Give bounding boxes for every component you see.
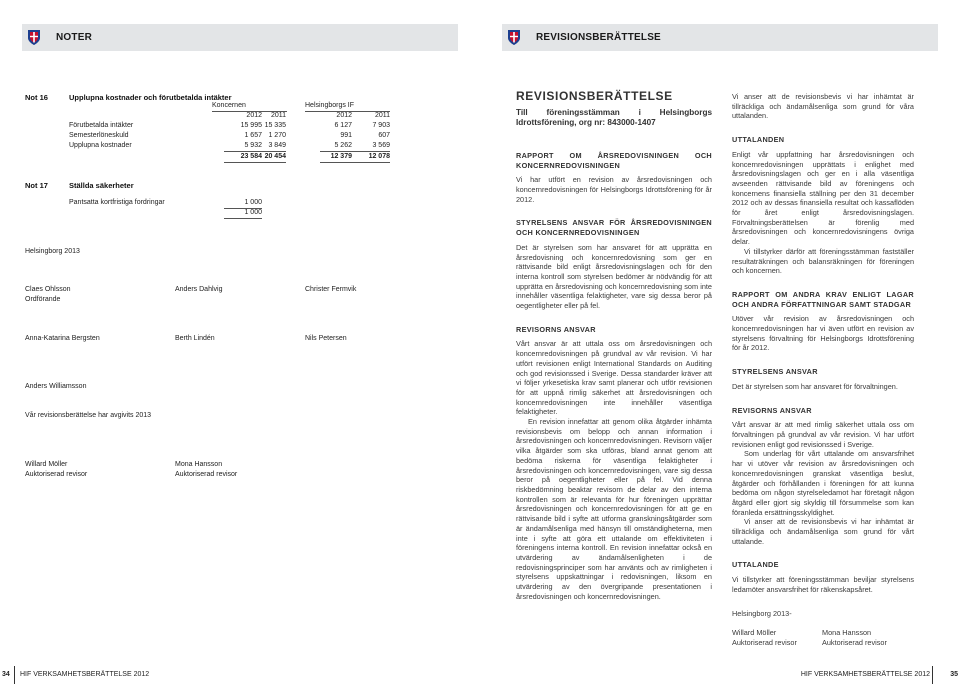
note16-cell: 6 127 [334, 122, 352, 129]
note16-cell: 1 270 [268, 132, 286, 139]
section-text: Vi anser att de revisionsbevis vi har inhämtat är tillräckliga och ändamålsenliga som grund för vårt uttalande. [732, 517, 914, 546]
signatory-role: Ordförande [25, 296, 61, 303]
footer-text: HIF VERKSAMHETSBERÄTTELSE 2012 [800, 671, 930, 678]
auditor-name: Mona Hansson [822, 628, 872, 638]
section-heading: RAPPORT OM ANDRA KRAV ENLIGT LAGAR OCH ANDRA FÖRFATTNINGAR SAMT STADGAR [732, 289, 914, 309]
right-header-title: REVISIONSBERÄTTELSE [536, 32, 661, 43]
club-crest-icon [27, 29, 41, 46]
left-header-title: NOTER [56, 32, 92, 43]
section-text: Det är styrelsen som har ansvaret för att upprätta en årsredovisning och koncernredovisning som ger en rättvisande bild enligt årsredovisningslagen och för den interna kontroll som styrelsen bedömer är nödvändig för att upprätta en årsredovisning och koncernredovisning som inte innehåller väsentliga felaktigheter, vare sig dessa beror på oegentligheter eller på fel. [516, 242, 712, 311]
right-page [480, 0, 960, 695]
note16-row-label: Förutbetalda intäkter [69, 122, 134, 129]
audit-issued-note: Vår revisionsberättelse har avgivits 2013 [25, 412, 152, 419]
auditor-role: Auktoriserad revisor [732, 638, 797, 648]
signatory-name: Christer Fermvik [305, 286, 357, 293]
auditor-name: Willard Möller [25, 461, 68, 468]
note16-total: 12 078 [368, 153, 390, 160]
board-place-date: Helsingborg 2013 [25, 248, 80, 255]
note16-cell: 5 262 [334, 142, 352, 149]
signatory-name: Anders Dahlvig [175, 286, 223, 293]
note16-cell: 15 335 [264, 122, 286, 129]
footer-text: HIF VERKSAMHETSBERÄTTELSE 2012 [20, 671, 150, 678]
note16-group-if: Helsingborgs IF [305, 102, 355, 109]
section-text: Vårt ansvar är att med rimlig säkerhet uttala oss om förvaltningen på grundval av vår revision. Vi har utfört revisionen enligt god revisionssed i Sverige. [732, 420, 914, 449]
note16-cell: 991 [340, 132, 352, 139]
section-heading: UTTALANDEN [732, 135, 785, 145]
note16-year: 2012 [336, 112, 352, 119]
auditor-role: Auktoriserad revisor [822, 638, 887, 648]
signatory-name: Claes Ohlsson [25, 286, 71, 293]
note16-total-rule [224, 151, 286, 152]
note16-cell: 5 932 [244, 142, 262, 149]
section-text: Enligt vår uppfattning har årsredovisningen och koncernredovisningen upprättats i enlighet med årsredovisningslagen och ger en i alla väsentliga avseenden rättvisande bild av föreningens och koncernens finansiella ställning per den 31 december 2012 och av dessas finansiella resultat och kassaflöden för året enligt årsredovisningslagen. Förvaltningsberättelsen är förenlig med årsredovisningen och koncernredovisningens övriga delar. [732, 149, 914, 247]
note16-year: 2011 [374, 112, 390, 119]
footer-divider [932, 666, 933, 684]
section-heading: REVISORNS ANSVAR [516, 324, 596, 334]
note16-year: 2011 [270, 112, 286, 119]
report-column-1 [516, 89, 712, 601]
section-text: Vi tillstyrker att föreningsstämman beviljar styrelsens ledamöter ansvarsfrihet för räkenskapsåret. [732, 575, 914, 594]
section-text: Det är styrelsen som har ansvaret för förvaltningen. [732, 381, 898, 391]
report-auditor-signatures [732, 628, 914, 650]
note16-number: Not 16 [25, 93, 48, 102]
note16-cell: 7 903 [372, 122, 390, 129]
section-text: Vi tillstyrker därför att föreningsstämman fastställer resultaträkningen och balansräkningen för föreningen och koncernen. [732, 246, 914, 276]
club-crest-icon [507, 29, 521, 46]
note16-total: 12 379 [330, 153, 352, 160]
right-header-bar [502, 24, 938, 51]
page-number: 35 [950, 671, 958, 678]
section-heading: RAPPORT OM ÅRSREDOVISNINGEN OCH KONCERNREDOVISNINGEN [516, 150, 712, 170]
note16-total-underline [320, 162, 390, 163]
signatory-name: Nils Petersen [305, 335, 347, 342]
note16-group-koncernen: Koncernen [212, 102, 246, 109]
note17-title: Ställda säkerheter [69, 181, 134, 190]
report-column-2 [732, 92, 914, 650]
note16-row-label: Upplupna kostnader [69, 142, 132, 149]
section-heading: STYRELSENS ANSVAR [732, 367, 818, 377]
note16-cell: 3 849 [268, 142, 286, 149]
section-text: Utöver vår revision av årsredovisningen och koncernredovisningen har vi även utfört en revision av styrelsens förvaltning för Helsingborgs Idrottsförening för år 2012. [732, 314, 914, 353]
note17-number: Not 17 [25, 181, 48, 190]
section-heading: UTTALANDE [732, 560, 779, 570]
report-heading: REVISIONSBERÄTTELSE [516, 89, 673, 103]
note16-title: Upplupna kostnader och förutbetalda intäkter [69, 93, 232, 102]
auditor-role: Auktoriserad revisor [175, 471, 238, 478]
section-text: Vi anser att de revisionsbevis vi har inhämtat är tillräckliga och ändamålsenliga som grund för våra uttalanden. [732, 92, 914, 121]
signatory-name: Anders Williamsson [25, 383, 87, 390]
note16-cell: 3 569 [372, 142, 390, 149]
note16-cell: 1 657 [244, 132, 262, 139]
auditor-role: Auktoriserad revisor [25, 471, 88, 478]
note16-cell: 607 [378, 132, 390, 139]
auditor-name: Willard Möller [732, 628, 777, 638]
right-footer [760, 666, 960, 684]
note16-row-label: Semesterlöneskuld [69, 132, 129, 139]
section-heading: REVISORNS ANSVAR [732, 405, 812, 415]
auditor-name: Mona Hansson [175, 461, 223, 468]
report-place-date: Helsingborg 2013- [732, 608, 792, 618]
section-text: Som underlag för vårt uttalande om ansvarsfrihet har vi utöver vår revision av årsredovisningen och koncernredovisningen granskat väsentliga beslut, åtgärder och förhållanden i föreningen för att kunna bedöma om någon styrelseledamot har företagit någon åtgärd eller gjort sig skyldig till försummelse som kan föranleda ersättningsskyldighet. [732, 449, 914, 517]
signatory-name: Anna-Katarina Bergsten [25, 335, 100, 342]
note16-cell: 15 995 [240, 122, 262, 129]
section-text: Vårt ansvar är att uttala oss om årsredovisningen och koncernredovisningen på grundval av vår revision. Vi har utfört revisionen enligt International Standards on Auditing och god revisionssed i Sverige. Dessa standarder kräver att vi följer yrkesetiska krav samt planerar och utför revisionen för att uppnå rimlig säkerhet att årsredovisningen och koncernredovisningen inte innehåller väsentliga felaktigheter. [516, 339, 712, 417]
note17-total-underline [224, 218, 262, 219]
note17-row-label: Pantsatta kortfristiga fordringar [69, 199, 165, 206]
page-number: 34 [2, 671, 10, 678]
note16-total: 23 584 [240, 153, 262, 160]
section-heading: STYRELSENS ANSVAR FÖR ÅRSREDOVISNINGEN OCH KONCERNREDOVISNINGEN [516, 218, 712, 238]
section-text: Vi har utfört en revision av årsredovisningen och koncernredovisningen för Helsingborgs Idrottsförening för år 2012. [516, 175, 712, 204]
footer-divider [14, 666, 15, 684]
left-footer [0, 666, 200, 684]
note16-year: 2012 [246, 112, 262, 119]
signatory-name: Berth Lindén [175, 335, 215, 342]
note16-total: 20 454 [264, 153, 286, 160]
note16-total-underline [224, 162, 286, 163]
report-lead: Till föreningsstämman i Helsingborgs Idrottsförening, org nr: 843000-1407 [516, 107, 712, 128]
note16-total-rule [320, 151, 390, 152]
note17-total: 1 000 [244, 209, 262, 216]
note17-row-value: 1 000 [244, 199, 262, 206]
section-text: En revision innefattar att genom olika åtgärder inhämta revisionsbevis om belopp och annan information i årsredovisningen och koncernredovisningen. Revisorn väljer vilka åtgärder som ska utföras, bland annat genom att bedöma riskerna för väsentliga felaktigheter i årsredovisningen och koncernredovisningen, vare sig dessa beror på oegentligheter eller på fel. Vid denna riskbedömning beaktar revisorn de delar av den interna kontrollen som är relevanta för hur föreningen upprättar årsredovisningen och koncernredovisningen för att ge en rättvisande bild i syfte att utforma granskningsåtgärder som är ändamålsenliga med hänsyn till omständigheterna, men inte i syfte att göra ett uttalande om effektiviteten i föreningens interna kontroll. En revision innefattar också en utvärdering av ändamålsenligheten i de redovisningsprinciper som har använts och av rimligheten i styrelsens uppskattningar i redovisningen, liksom en utvärdering av den övergripande presentationen i årsredovisningen och koncernredovisningen. [516, 417, 712, 601]
left-header-bar [22, 24, 458, 51]
